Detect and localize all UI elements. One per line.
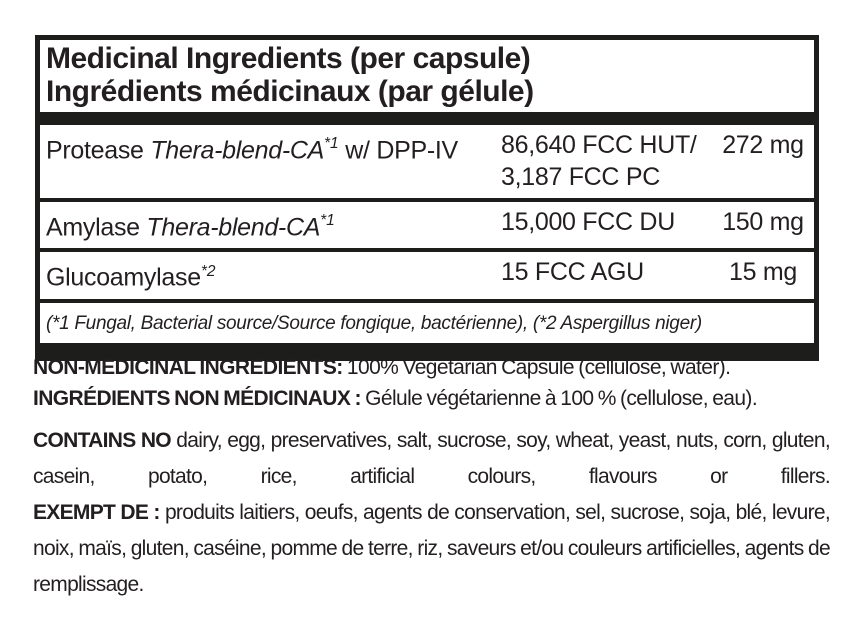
table-title-en: Medicinal Ingredients (per capsule)	[46, 42, 531, 75]
non-medicinal-en-label: NON-MEDICINAL INGREDIENTS:	[33, 356, 343, 379]
non-medicinal-fr-label: INGRÉDIENTS NON MÉDICINAUX :	[33, 387, 361, 410]
medicinal-ingredients-table	[35, 35, 819, 361]
ingredient-name-prefix: Glucoamylase	[46, 263, 201, 292]
contains-no-value: dairy, egg, preservatives, salt, sucrose, soy, wheat, yeast, nuts, corn, gluten, casein, potato, rice, artificial colours, flavours or fillers.	[33, 429, 831, 488]
amount-value: 150 mg	[722, 208, 804, 236]
ingredient-name-tradename: Thera-blend-CA	[146, 213, 321, 242]
contains-no-paragraph	[33, 423, 830, 495]
non-medicinal-en-value: 100% Vegetarian Capsule (cellulose, water).	[342, 356, 731, 379]
table-title-fr: Ingrédients médicinaux (par gélule)	[46, 75, 534, 108]
amount-value: 272 mg	[722, 131, 804, 159]
exempt-de-label: EXEMPT DE :	[33, 501, 160, 524]
footnote-marker: *1	[323, 135, 339, 153]
ingredient-name	[46, 129, 501, 166]
ingredient-name-tradename: Thera-blend-CA	[150, 136, 324, 165]
ingredient-name-prefix: Amylase	[46, 213, 147, 242]
ingredient-name	[46, 256, 501, 293]
non-medicinal-en-line	[33, 352, 830, 383]
footnote-marker: *1	[320, 212, 335, 230]
activity-value	[501, 256, 717, 288]
table-footnote: (*1 Fungal, Bacterial source/Source fongique, bactérienne), (*2 Aspergillus niger)	[46, 312, 702, 334]
exempt-de-paragraph	[33, 495, 830, 603]
exempt-de-value: produits laitiers, oeufs, agents de conservation, sel, sucrose, soja, blé, levure, noix, maïs, gluten, caséine, pomme de terre, riz, saveurs et/ou couleurs artificielles, agents de remplissage.	[33, 501, 830, 596]
table-header	[40, 40, 814, 112]
table-row-protease	[40, 125, 814, 202]
activity-line-1: 86,640 FCC HUT/	[501, 131, 697, 159]
activity-line-2: 3,187 FCC PC	[501, 163, 660, 191]
amount-value: 15 mg	[729, 258, 797, 287]
activity-value	[501, 129, 717, 193]
contains-no-label: CONTAINS NO	[33, 429, 171, 452]
activity-value	[501, 206, 717, 238]
non-medicinal-fr-value: Gélule végétarienne à 100 % (cellulose, eau).	[360, 387, 758, 410]
activity-line-1: 15,000 FCC DU	[501, 208, 675, 236]
non-medicinal-fr-line	[33, 383, 830, 414]
footnote-marker: *2	[200, 262, 216, 280]
header-separator-bar	[40, 112, 814, 125]
table-row-glucoamylase	[40, 252, 814, 302]
ingredient-name-suffix: w/ DPP-IV	[338, 136, 458, 165]
ingredient-name	[46, 206, 501, 243]
ingredient-name-prefix: Protease	[46, 136, 151, 165]
activity-line-1: 15 FCC AGU	[501, 258, 644, 287]
table-row-amylase	[40, 202, 814, 252]
additional-info-block	[33, 352, 830, 603]
